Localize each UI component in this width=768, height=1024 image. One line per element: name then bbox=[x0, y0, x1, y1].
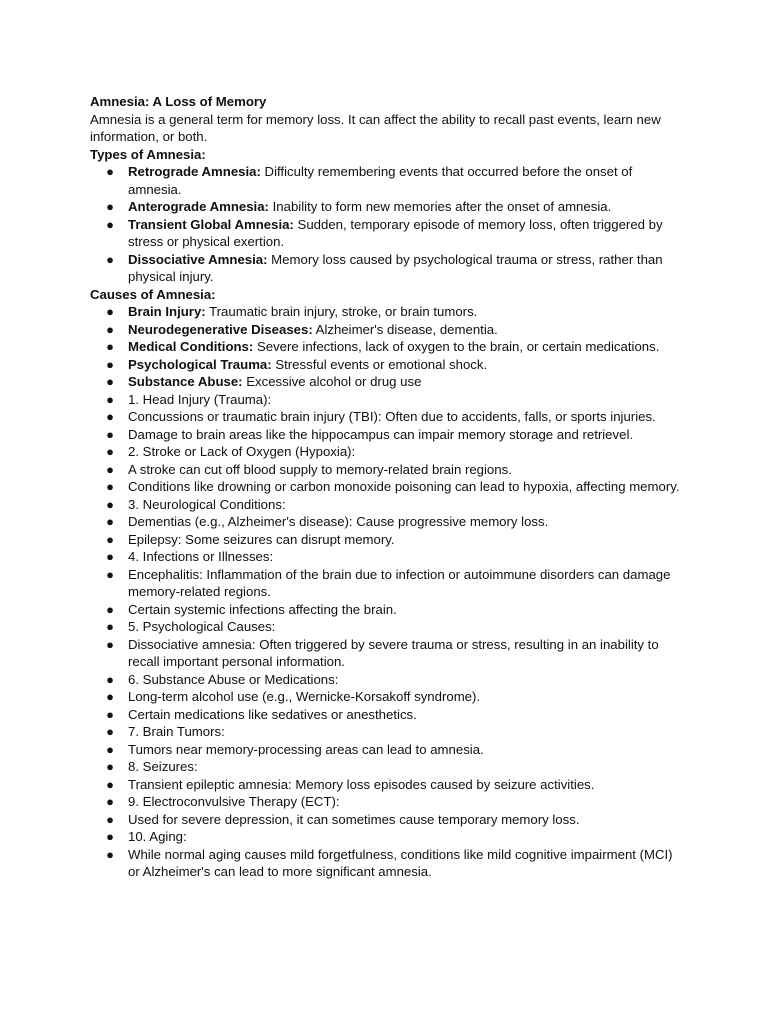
bullet-icon: ● bbox=[106, 479, 114, 494]
bullet-icon: ● bbox=[106, 846, 114, 862]
bullet-icon: ● bbox=[106, 741, 114, 757]
list-item-text: Excessive alcohol or drug use bbox=[242, 374, 422, 389]
document-title: Amnesia: A Loss of Memory bbox=[90, 94, 267, 109]
list-item bbox=[90, 758, 680, 776]
list-item-term: Transient Global Amnesia: bbox=[128, 216, 294, 232]
list-item-text: Transient epileptic amnesia: Memory loss episodes caused by seizure activities. bbox=[128, 776, 595, 792]
list-item-text: Dementias (e.g., Alzheimer's disease): Cause progressive memory loss. bbox=[128, 514, 549, 529]
bullet-icon: ● bbox=[106, 811, 114, 827]
list-item-term: Dissociative Amnesia: bbox=[128, 251, 268, 267]
list-item-text: Dissociative amnesia: Often triggered by severe trauma or stress, resulting in an inability to recall important personal information. bbox=[128, 636, 659, 669]
bullet-icon: ● bbox=[106, 689, 114, 704]
document-body bbox=[90, 93, 680, 881]
list-item bbox=[90, 618, 680, 636]
list-item bbox=[90, 636, 680, 671]
list-item bbox=[90, 688, 680, 706]
list-item bbox=[90, 513, 680, 531]
bullet-icon: ● bbox=[106, 216, 114, 232]
list-item-text: 2. Stroke or Lack of Oxygen (Hypoxia): bbox=[128, 444, 356, 459]
list-item bbox=[90, 391, 680, 409]
list-item bbox=[90, 443, 680, 461]
bullet-icon: ● bbox=[106, 304, 114, 319]
list-item bbox=[90, 741, 680, 759]
list-item bbox=[90, 478, 680, 496]
list-item bbox=[90, 461, 680, 479]
bullet-icon: ● bbox=[106, 794, 114, 809]
list-item bbox=[90, 846, 680, 881]
list-item-text: Conditions like drowning or carbon monoxide poisoning can lead to hypoxia, affecting memory. bbox=[128, 479, 680, 494]
bullet-icon: ● bbox=[106, 496, 114, 512]
list-item-text: 1. Head Injury (Trauma): bbox=[128, 391, 272, 407]
bullet-icon: ● bbox=[106, 199, 114, 214]
list-item-text: 10. Aging: bbox=[128, 829, 187, 844]
bullet-icon: ● bbox=[106, 724, 114, 739]
list-item-term: Retrograde Amnesia: bbox=[128, 164, 261, 179]
list-item bbox=[90, 198, 680, 216]
list-item-term: Medical Conditions: bbox=[128, 339, 254, 354]
bullet-icon: ● bbox=[106, 829, 114, 844]
list-item-text: Inability to form new memories after the onset of amnesia. bbox=[268, 199, 612, 214]
list-item bbox=[90, 408, 680, 426]
list-item bbox=[90, 338, 680, 356]
list-item bbox=[90, 671, 680, 689]
bullet-icon: ● bbox=[106, 706, 114, 722]
bullet-icon: ● bbox=[106, 356, 114, 372]
list-item-text: Memory loss caused by psychological trauma or stress, rather than physical injury. bbox=[128, 251, 663, 284]
list-item-text: Alzheimer's disease, dementia. bbox=[312, 321, 498, 337]
list-item bbox=[90, 321, 680, 339]
bullet-icon: ● bbox=[106, 514, 114, 529]
list-item-text: Certain systemic infections affecting the brain. bbox=[128, 601, 397, 617]
list-item bbox=[90, 548, 680, 566]
list-item bbox=[90, 373, 680, 391]
list-item-text: Encephalitis: Inflammation of the brain due to infection or autoimmune disorders can damage memory-related regions. bbox=[128, 566, 671, 599]
list-item-term: Neurodegenerative Diseases: bbox=[128, 321, 313, 337]
list-item-text: Stressful events or emotional shock. bbox=[271, 356, 488, 372]
list-item bbox=[90, 706, 680, 724]
list-item-text: Sudden, temporary episode of memory loss, often triggered by stress or physical exertion. bbox=[128, 216, 663, 249]
list-item-text: 9. Electroconvulsive Therapy (ECT): bbox=[128, 794, 340, 809]
list-item-text: Traumatic brain injury, stroke, or brain tumors. bbox=[205, 304, 478, 319]
bullet-icon: ● bbox=[106, 549, 114, 564]
list-item bbox=[90, 811, 680, 829]
bullet-icon: ● bbox=[106, 409, 114, 424]
list-item bbox=[90, 496, 680, 514]
bullet-icon: ● bbox=[106, 619, 114, 634]
bullet-icon: ● bbox=[106, 251, 114, 267]
list-item-text: 8. Seizures: bbox=[128, 759, 198, 774]
bullet-icon: ● bbox=[106, 601, 114, 617]
list-item bbox=[90, 251, 680, 286]
list-item-text: Epilepsy: Some seizures can disrupt memory. bbox=[128, 531, 395, 547]
list-item bbox=[90, 531, 680, 549]
bullet-icon: ● bbox=[106, 531, 114, 547]
bullet-icon: ● bbox=[106, 374, 114, 389]
list-item-text: 4. Infections or Illnesses: bbox=[128, 549, 274, 564]
list-item-text: 5. Psychological Causes: bbox=[128, 619, 276, 634]
list-item-text: Damage to brain areas like the hippocampus can impair memory storage and retrievel. bbox=[128, 426, 634, 442]
list-item bbox=[90, 566, 680, 601]
causes-list bbox=[90, 303, 680, 881]
causes-heading: Causes of Amnesia: bbox=[90, 286, 216, 302]
types-heading: Types of Amnesia: bbox=[90, 146, 206, 162]
bullet-icon: ● bbox=[106, 426, 114, 442]
list-item-term: Substance Abuse: bbox=[128, 374, 243, 389]
list-item bbox=[90, 356, 680, 374]
bullet-icon: ● bbox=[106, 671, 114, 687]
list-item bbox=[90, 828, 680, 846]
bullet-icon: ● bbox=[106, 776, 114, 792]
list-item-text: Certain medications like sedatives or anesthetics. bbox=[128, 706, 417, 722]
bullet-icon: ● bbox=[106, 636, 114, 652]
list-item bbox=[90, 163, 680, 198]
list-item-text: A stroke can cut off blood supply to memory-related brain regions. bbox=[128, 461, 512, 477]
list-item bbox=[90, 303, 680, 321]
list-item-text: Used for severe depression, it can sometimes cause temporary memory loss. bbox=[128, 811, 580, 827]
bullet-icon: ● bbox=[106, 759, 114, 774]
list-item-text: Concussions or traumatic brain injury (TBI): Often due to accidents, falls, or sports injuries. bbox=[128, 409, 656, 424]
types-list bbox=[90, 163, 680, 286]
list-item-text: 7. Brain Tumors: bbox=[128, 724, 225, 739]
list-item-text: Severe infections, lack of oxygen to the brain, or certain medications. bbox=[253, 339, 660, 354]
bullet-icon: ● bbox=[106, 461, 114, 477]
list-item bbox=[90, 426, 680, 444]
bullet-icon: ● bbox=[106, 164, 114, 179]
list-item-text: Long-term alcohol use (e.g., Wernicke-Korsakoff syndrome). bbox=[128, 689, 481, 704]
list-item-text: 3. Neurological Conditions: bbox=[128, 496, 286, 512]
bullet-icon: ● bbox=[106, 339, 114, 354]
list-item bbox=[90, 723, 680, 741]
bullet-icon: ● bbox=[106, 444, 114, 459]
list-item-text: 6. Substance Abuse or Medications: bbox=[128, 671, 339, 687]
list-item-text: Difficulty remembering events that occurred before the onset of amnesia. bbox=[128, 164, 633, 197]
list-item-text: While normal aging causes mild forgetfulness, conditions like mild cognitive impairment (MCI) or Alzheimer's can lead to more significant amnesia. bbox=[128, 846, 673, 879]
list-item-term: Psychological Trauma: bbox=[128, 356, 272, 372]
bullet-icon: ● bbox=[106, 321, 114, 337]
list-item bbox=[90, 793, 680, 811]
bullet-icon: ● bbox=[106, 391, 114, 407]
list-item-term: Brain Injury: bbox=[128, 304, 206, 319]
list-item bbox=[90, 601, 680, 619]
list-item bbox=[90, 776, 680, 794]
intro-paragraph: Amnesia is a general term for memory loss. It can affect the ability to recall past events, learn new information, or both. bbox=[90, 111, 661, 144]
list-item-term: Anterograde Amnesia: bbox=[128, 199, 269, 214]
bullet-icon: ● bbox=[106, 566, 114, 582]
list-item bbox=[90, 216, 680, 251]
list-item-text: Tumors near memory-processing areas can lead to amnesia. bbox=[128, 741, 484, 757]
